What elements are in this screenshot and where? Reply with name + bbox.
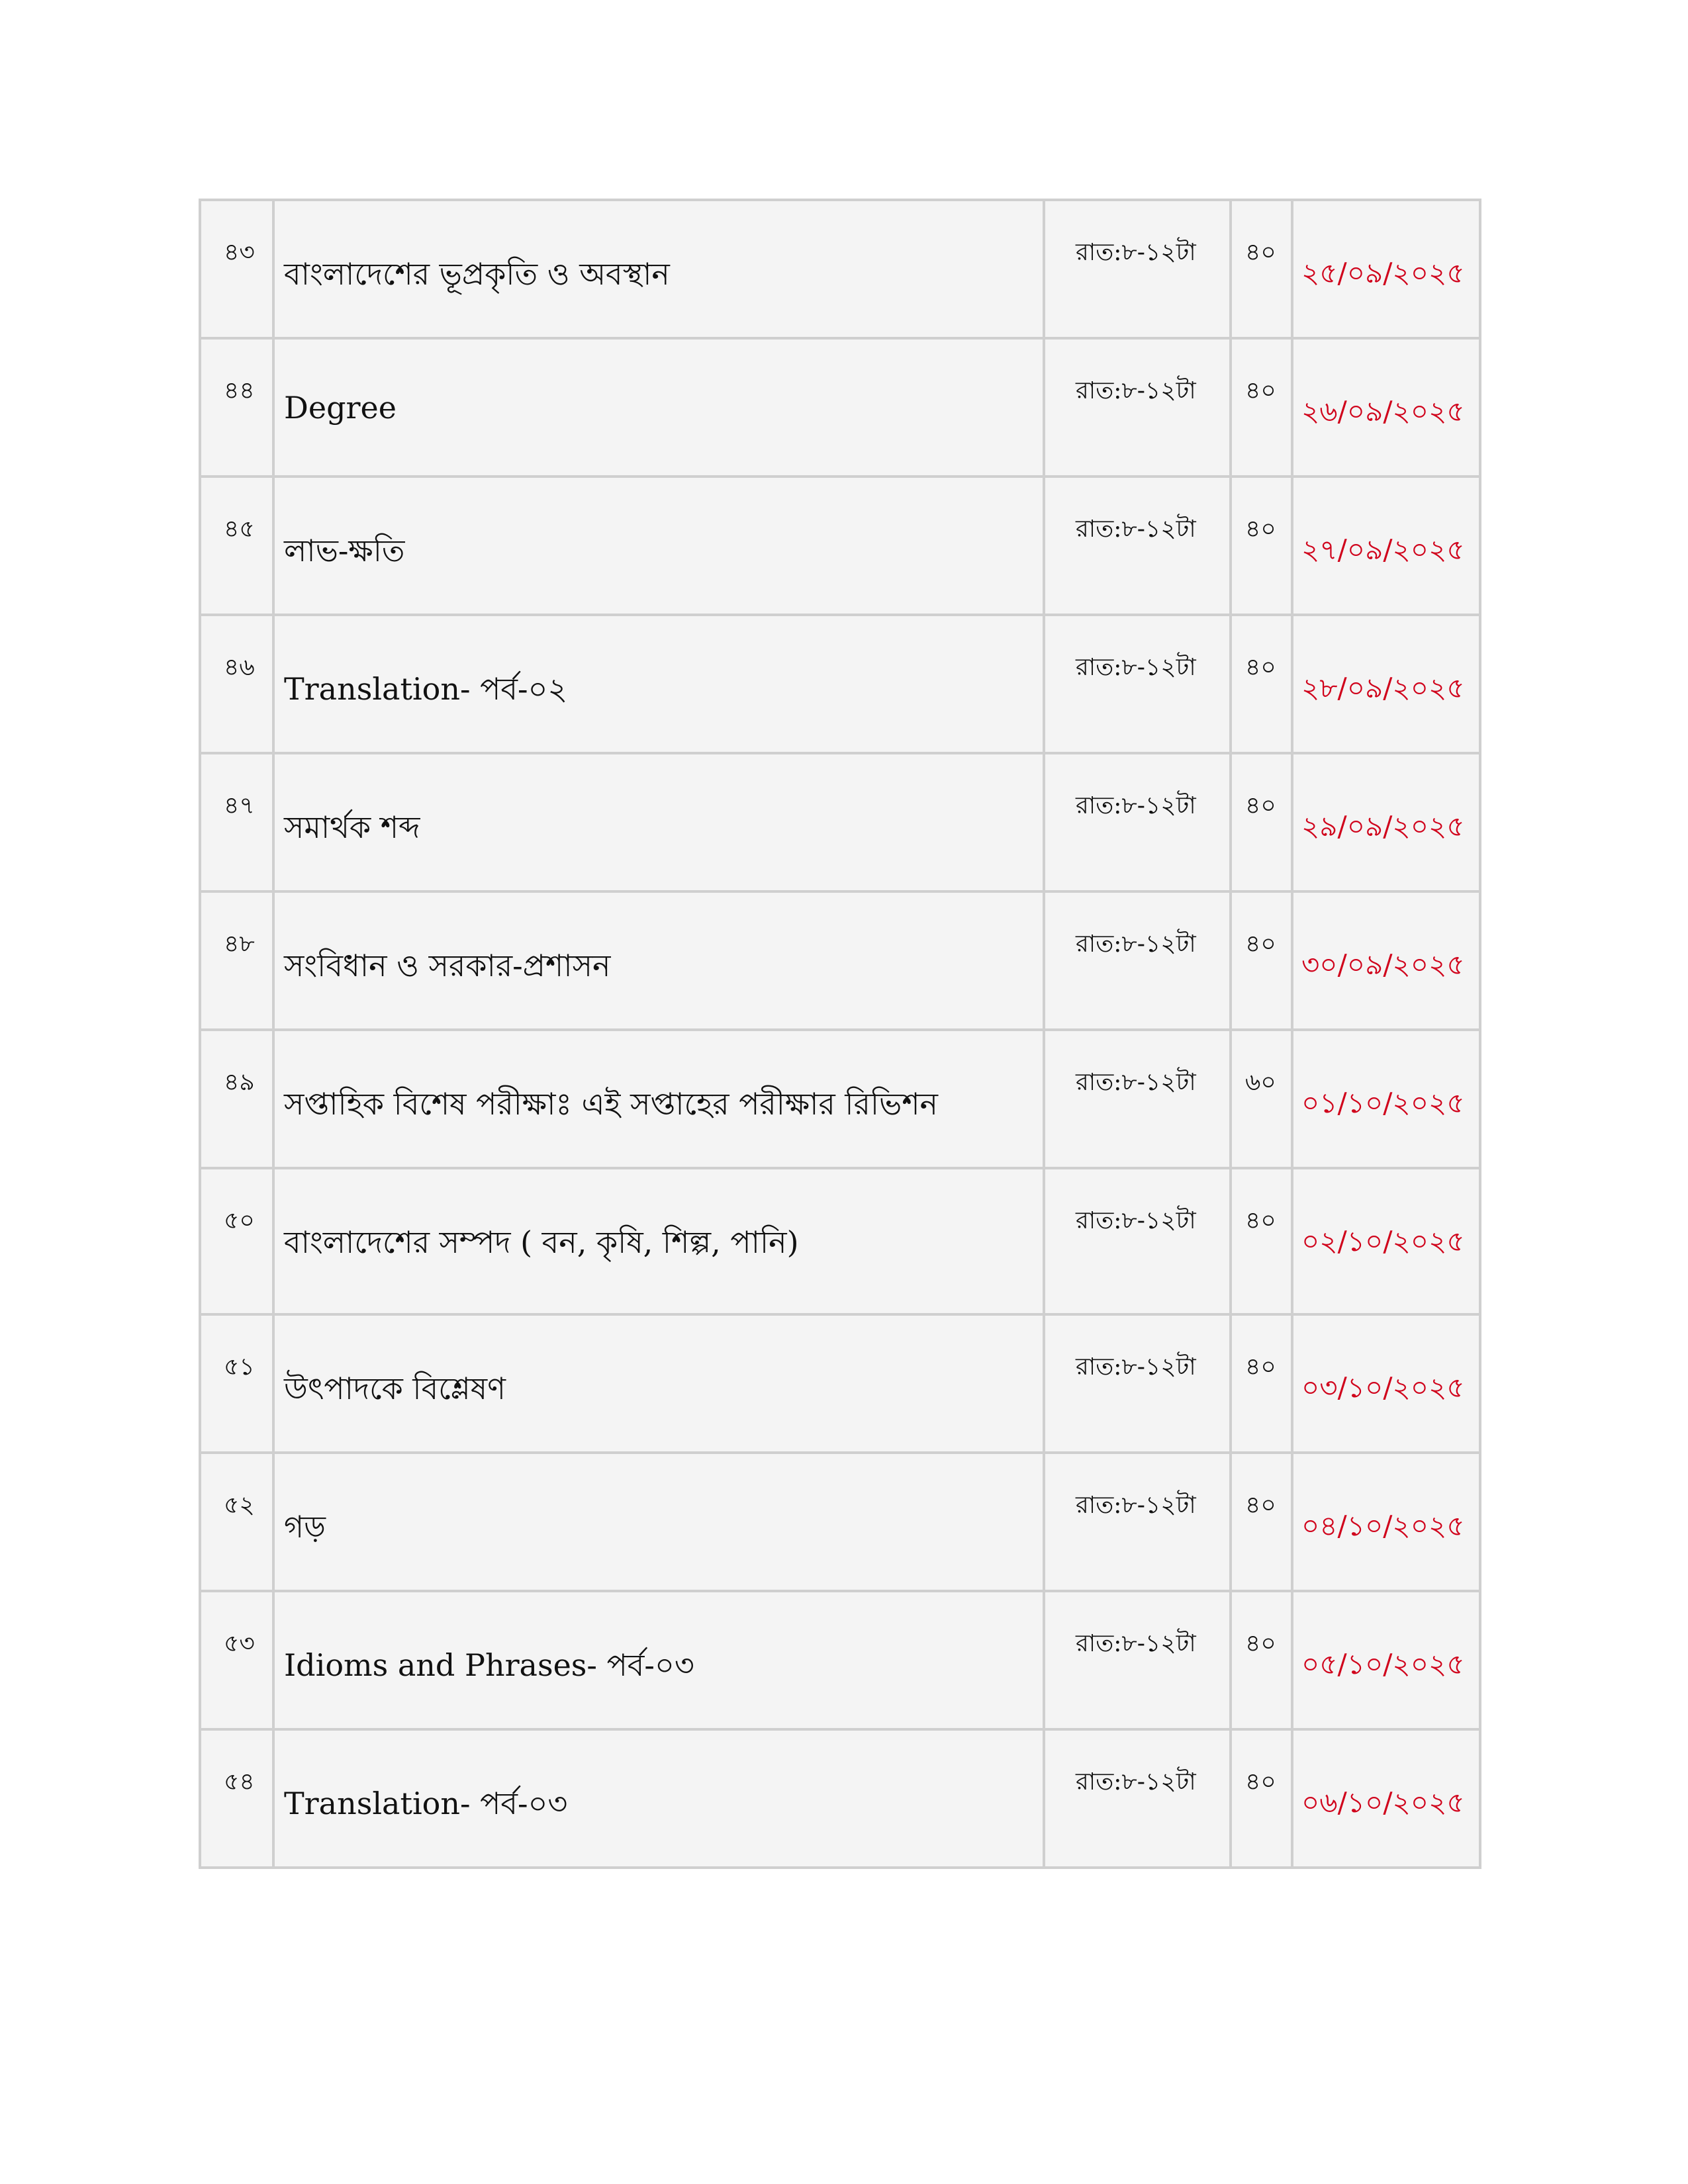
serial-number: ৪৩ xyxy=(224,239,255,266)
marks-cell xyxy=(1231,615,1292,753)
marks-cell xyxy=(1231,891,1292,1030)
serial-cell xyxy=(200,477,273,615)
topic-name: সপ্তাহিক বিশেষ পরীক্ষাঃ এই সপ্তাহের পরীক্ষার রিভিশন xyxy=(284,1086,938,1122)
table-row xyxy=(200,753,1480,891)
topic-cell xyxy=(273,1729,1044,1868)
topic-cell xyxy=(273,1453,1044,1591)
total-marks: ৬০ xyxy=(1245,1069,1276,1096)
time-cell xyxy=(1044,1591,1231,1729)
schedule-body xyxy=(200,200,1480,1868)
topic-name: Translation- পর্ব-০৩ xyxy=(284,1786,568,1821)
exam-date: ০১/১০/২০২৫ xyxy=(1301,1087,1465,1119)
topic-name: Translation- পর্ব-০২ xyxy=(284,671,568,707)
topic-cell xyxy=(273,1030,1044,1168)
time-cell xyxy=(1044,477,1231,615)
topic-cell xyxy=(273,1168,1044,1314)
total-marks: ৪০ xyxy=(1245,1768,1276,1796)
table-row xyxy=(200,338,1480,477)
topic-cell xyxy=(273,338,1044,477)
time-cell xyxy=(1044,200,1231,338)
serial-number: ৪৫ xyxy=(224,516,255,543)
exam-date: ০৪/১০/২০২৫ xyxy=(1301,1510,1465,1542)
marks-cell xyxy=(1231,1729,1292,1868)
exam-time: রাত:৮-১২টা xyxy=(1076,1492,1196,1519)
topic-name: সমার্থক শব্দ xyxy=(284,809,420,845)
marks-cell xyxy=(1231,477,1292,615)
serial-number: ৪৭ xyxy=(224,792,255,819)
exam-date: ২৯/০৯/২০২৫ xyxy=(1301,810,1465,842)
time-cell xyxy=(1044,753,1231,891)
serial-number: ৫০ xyxy=(224,1207,255,1234)
marks-cell xyxy=(1231,1168,1292,1314)
serial-cell xyxy=(200,753,273,891)
exam-date: ০৬/১০/২০২৫ xyxy=(1301,1786,1465,1819)
serial-number: ৪৯ xyxy=(224,1069,255,1096)
serial-cell xyxy=(200,1168,273,1314)
topic-cell xyxy=(273,1591,1044,1729)
topic-name: বাংলাদেশের সম্পদ ( বন, কৃষি, শিল্প, পানি) xyxy=(284,1224,799,1260)
table-row xyxy=(200,1591,1480,1729)
total-marks: ৪০ xyxy=(1245,1353,1276,1381)
total-marks: ৪০ xyxy=(1245,516,1276,543)
time-cell xyxy=(1044,615,1231,753)
table-row xyxy=(200,477,1480,615)
exam-time: রাত:৮-১২টা xyxy=(1076,516,1196,543)
serial-cell xyxy=(200,1030,273,1168)
serial-cell xyxy=(200,1453,273,1591)
serial-number: ৫৪ xyxy=(224,1768,255,1796)
exam-date: ২৮/০৯/২০২৫ xyxy=(1301,672,1465,704)
marks-cell xyxy=(1231,1314,1292,1453)
table-row xyxy=(200,1729,1480,1868)
date-cell xyxy=(1292,1729,1480,1868)
serial-number: ৫১ xyxy=(224,1353,255,1381)
exam-time: রাত:৮-১২টা xyxy=(1076,1207,1196,1234)
total-marks: ৪০ xyxy=(1245,1492,1276,1519)
topic-cell xyxy=(273,753,1044,891)
time-cell xyxy=(1044,1453,1231,1591)
total-marks: ৪০ xyxy=(1245,931,1276,958)
total-marks: ৪০ xyxy=(1245,654,1276,681)
serial-number: ৫২ xyxy=(224,1492,255,1519)
exam-time: রাত:৮-১২টা xyxy=(1076,792,1196,819)
time-cell xyxy=(1044,891,1231,1030)
topic-name: উৎপাদকে বিশ্লেষণ xyxy=(284,1371,506,1406)
serial-cell xyxy=(200,1591,273,1729)
exam-date: ২৬/০৯/২০২৫ xyxy=(1301,395,1465,428)
date-cell xyxy=(1292,1591,1480,1729)
time-cell xyxy=(1044,338,1231,477)
serial-cell xyxy=(200,338,273,477)
topic-name: সংবিধান ও সরকার-প্রশাসন xyxy=(284,948,611,983)
total-marks: ৪০ xyxy=(1245,792,1276,819)
topic-name: লাভ-ক্ষতি xyxy=(284,533,405,569)
table-row xyxy=(200,1453,1480,1591)
exam-time: রাত:৮-১২টা xyxy=(1076,1353,1196,1381)
table-row xyxy=(200,1314,1480,1453)
exam-date: ২৭/০৯/২০২৫ xyxy=(1301,533,1465,566)
exam-time: রাত:৮-১২টা xyxy=(1076,1768,1196,1796)
date-cell xyxy=(1292,338,1480,477)
serial-number: ৪৬ xyxy=(224,654,255,681)
exam-schedule-table xyxy=(199,199,1481,1869)
time-cell xyxy=(1044,1030,1231,1168)
topic-name: Idioms and Phrases- পর্ব-০৩ xyxy=(284,1647,694,1683)
topic-cell xyxy=(273,477,1044,615)
marks-cell xyxy=(1231,200,1292,338)
exam-time: রাত:৮-১২টা xyxy=(1076,1069,1196,1096)
exam-date: ৩০/০৯/২০২৫ xyxy=(1301,948,1465,981)
exam-date: ২৫/০৯/২০২৫ xyxy=(1301,257,1465,289)
topic-cell xyxy=(273,615,1044,753)
marks-cell xyxy=(1231,338,1292,477)
date-cell xyxy=(1292,200,1480,338)
date-cell xyxy=(1292,1314,1480,1453)
date-cell xyxy=(1292,1453,1480,1591)
topic-name: Degree xyxy=(284,390,397,426)
marks-cell xyxy=(1231,753,1292,891)
exam-time: রাত:৮-১২টা xyxy=(1076,239,1196,266)
exam-time: রাত:৮-১২টা xyxy=(1076,654,1196,681)
table-row xyxy=(200,1168,1480,1314)
marks-cell xyxy=(1231,1030,1292,1168)
marks-cell xyxy=(1231,1453,1292,1591)
exam-date: ০৩/১০/২০২৫ xyxy=(1301,1371,1465,1404)
date-cell xyxy=(1292,891,1480,1030)
serial-number: ৫৩ xyxy=(224,1630,255,1657)
total-marks: ৪০ xyxy=(1245,1207,1276,1234)
topic-cell xyxy=(273,891,1044,1030)
date-cell xyxy=(1292,753,1480,891)
serial-cell xyxy=(200,615,273,753)
topic-cell xyxy=(273,1314,1044,1453)
table-row xyxy=(200,615,1480,753)
total-marks: ৪০ xyxy=(1245,239,1276,266)
date-cell xyxy=(1292,615,1480,753)
table-row xyxy=(200,891,1480,1030)
marks-cell xyxy=(1231,1591,1292,1729)
serial-number: ৪৪ xyxy=(224,377,255,404)
exam-time: রাত:৮-১২টা xyxy=(1076,931,1196,958)
total-marks: ৪০ xyxy=(1245,377,1276,404)
table-row xyxy=(200,200,1480,338)
table-row xyxy=(200,1030,1480,1168)
exam-time: রাত:৮-১২টা xyxy=(1076,1630,1196,1657)
date-cell xyxy=(1292,477,1480,615)
exam-date: ০৫/১০/২০২৫ xyxy=(1301,1648,1465,1680)
topic-name: গড় xyxy=(284,1509,326,1545)
serial-cell xyxy=(200,200,273,338)
total-marks: ৪০ xyxy=(1245,1630,1276,1657)
exam-date: ০২/১০/২০২৫ xyxy=(1301,1225,1465,1257)
time-cell xyxy=(1044,1314,1231,1453)
serial-cell xyxy=(200,891,273,1030)
exam-time: রাত:৮-১২টা xyxy=(1076,377,1196,404)
serial-cell xyxy=(200,1729,273,1868)
time-cell xyxy=(1044,1168,1231,1314)
topic-name: বাংলাদেশের ভূপ্রকৃতি ও অবস্থান xyxy=(284,256,670,292)
time-cell xyxy=(1044,1729,1231,1868)
serial-cell xyxy=(200,1314,273,1453)
topic-cell xyxy=(273,200,1044,338)
serial-number: ৪৮ xyxy=(224,931,255,958)
date-cell xyxy=(1292,1168,1480,1314)
date-cell xyxy=(1292,1030,1480,1168)
